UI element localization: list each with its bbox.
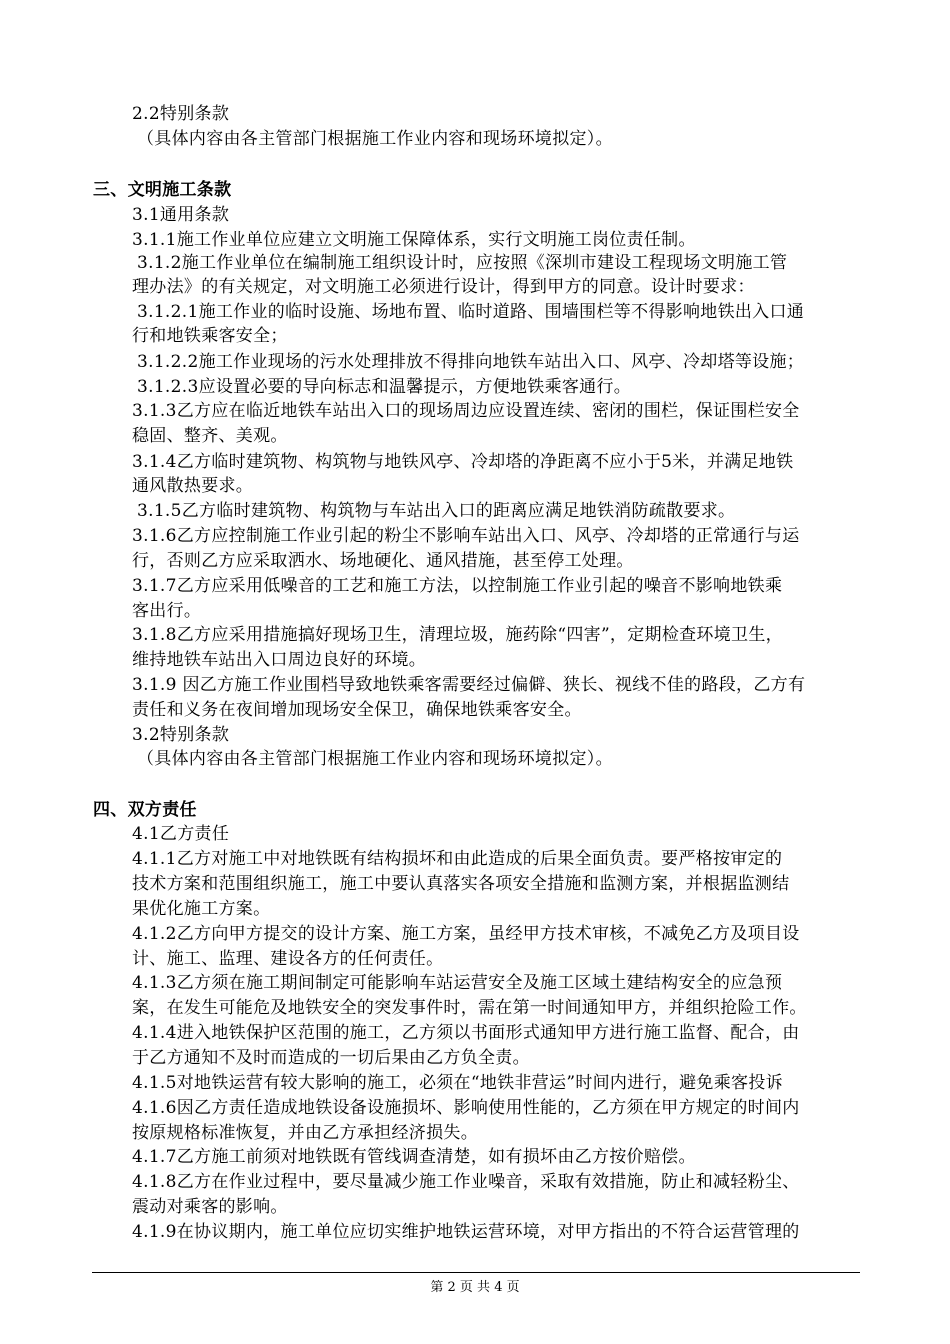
- text-line: 3.1.2.1施工作业的临时设施、场地布置、临时道路、围墙围栏等不得影响地铁出入口通: [137, 302, 805, 322]
- text-line: 3.1.9 因乙方施工作业围档导致地铁乘客需要经过偏僻、狭长、视线不佳的路段，乙方有: [132, 675, 806, 695]
- text-line: 3.1.5乙方临时建筑物、构筑物与车站出入口的距离应满足地铁消防疏散要求。: [137, 501, 736, 521]
- footer-divider: [92, 1272, 860, 1273]
- text-line: 计、施工、监理、建设各方的任何责任。: [132, 949, 444, 969]
- text-line: 3.1.6乙方应控制施工作业引起的粉尘不影响车站出入口、风亭、冷却塔的正常通行与运: [132, 526, 800, 546]
- text-line: 3.1通用条款: [132, 205, 230, 225]
- text-line: 4.1.1乙方对施工中对地铁既有结构损坏和由此造成的后果全面负责。要严格按审定的: [132, 849, 783, 869]
- text-line: 按原规格标准恢复，并由乙方承担经济损失。: [132, 1123, 478, 1143]
- text-line: （具体内容由各主管部门根据施工作业内容和现场环境拟定）。: [137, 129, 613, 149]
- text-line: 3.1.8乙方应采用措施搞好现场卫生，清理垃圾，施药除“四害”，定期检查环境卫生，: [132, 625, 783, 645]
- text-line: 3.2特别条款: [132, 725, 230, 745]
- text-line: 行和地铁乘客安全；: [132, 326, 288, 346]
- text-line: 3.1.2施工作业单位在编制施工组织设计时，应按照《深圳市建设工程现场文明施工管: [137, 253, 788, 273]
- text-line: 果优化施工方案。: [132, 899, 271, 919]
- text-line: 4.1.4进入地铁保护区范围的施工，乙方须以书面形式通知甲方进行施工监督、配合，由: [132, 1023, 800, 1043]
- text-line: 理办法》的有关规定，对文明施工必须进行设计，得到甲方的同意。设计时要求：: [132, 277, 755, 297]
- section-heading: 三、文明施工条款: [93, 180, 232, 200]
- text-line: 通风散热要求。: [132, 476, 254, 496]
- section-heading: 四、双方责任: [93, 800, 197, 820]
- text-line: 3.1.7乙方应采用低噪音的工艺和施工方法，以控制施工作业引起的噪音不影响地铁乘: [132, 576, 783, 596]
- text-line: 4.1.2乙方向甲方提交的设计方案、施工方案，虽经甲方技术审核，不减免乙方及项目设: [132, 924, 800, 944]
- text-line: 4.1乙方责任: [132, 824, 230, 844]
- text-line: 震动对乘客的影响。: [132, 1197, 288, 1217]
- text-line: 3.1.4乙方临时建筑物、构筑物与地铁风亭、冷却塔的净距离不应小于5米，并满足地铁: [132, 452, 794, 472]
- text-line: 3.1.3乙方应在临近地铁车站出入口的现场周边应设置连续、密闭的围栏，保证围栏安全: [132, 401, 800, 421]
- text-line: 2.2特别条款: [132, 104, 230, 124]
- text-line: 3.1.2.2施工作业现场的污水处理排放不得排向地铁车站出入口、风亭、冷却塔等设施；: [137, 352, 805, 372]
- text-line: 3.1.1施工作业单位应建立文明施工保障体系，实行文明施工岗位责任制。: [132, 230, 696, 250]
- text-line: 4.1.9在协议期内，施工单位应切实维护地铁运营环境，对甲方指出的不符合运营管理的: [132, 1222, 800, 1242]
- text-line: 4.1.6因乙方责任造成地铁设备设施损坏、影响使用性能的，乙方须在甲方规定的时间内: [132, 1098, 800, 1118]
- text-line: 技术方案和范围组织施工，施工中要认真落实各项安全措施和监测方案，并根据监测结: [132, 874, 790, 894]
- text-line: 3.1.2.3应设置必要的导向标志和温馨提示，方便地铁乘客通行。: [137, 377, 632, 397]
- page-number: 第 2 页 共 4 页: [430, 1280, 520, 1295]
- text-line: 行，否则乙方应采取洒水、场地硬化、通风措施，甚至停工处理。: [132, 551, 634, 571]
- text-line: 4.1.7乙方施工前须对地铁既有管线调查清楚，如有损坏由乙方按价赔偿。: [132, 1147, 696, 1167]
- text-line: 4.1.5对地铁运营有较大影响的施工，必须在“地铁非营运”时间内进行，避免乘客投诉: [132, 1073, 783, 1093]
- text-line: 维持地铁车站出入口周边良好的环境。: [132, 650, 427, 670]
- text-line: 稳固、整齐、美观。: [132, 426, 288, 446]
- text-line: （具体内容由各主管部门根据施工作业内容和现场环境拟定）。: [137, 749, 613, 769]
- text-line: 于乙方通知不及时而造成的一切后果由乙方负全责。: [132, 1048, 530, 1068]
- text-line: 4.1.3乙方须在施工期间制定可能影响车站运营安全及施工区域土建结构安全的应急预: [132, 973, 783, 993]
- text-line: 4.1.8乙方在作业过程中，要尽量减少施工作业噪音，采取有效措施，防止和减轻粉尘、: [132, 1172, 800, 1192]
- text-line: 客出行。: [132, 601, 202, 621]
- text-line: 责任和义务在夜间增加现场安全保卫，确保地铁乘客安全。: [132, 700, 582, 720]
- text-line: 案，在发生可能危及地铁安全的突发事件时，需在第一时间通知甲方，并组织抢险工作。: [132, 998, 807, 1018]
